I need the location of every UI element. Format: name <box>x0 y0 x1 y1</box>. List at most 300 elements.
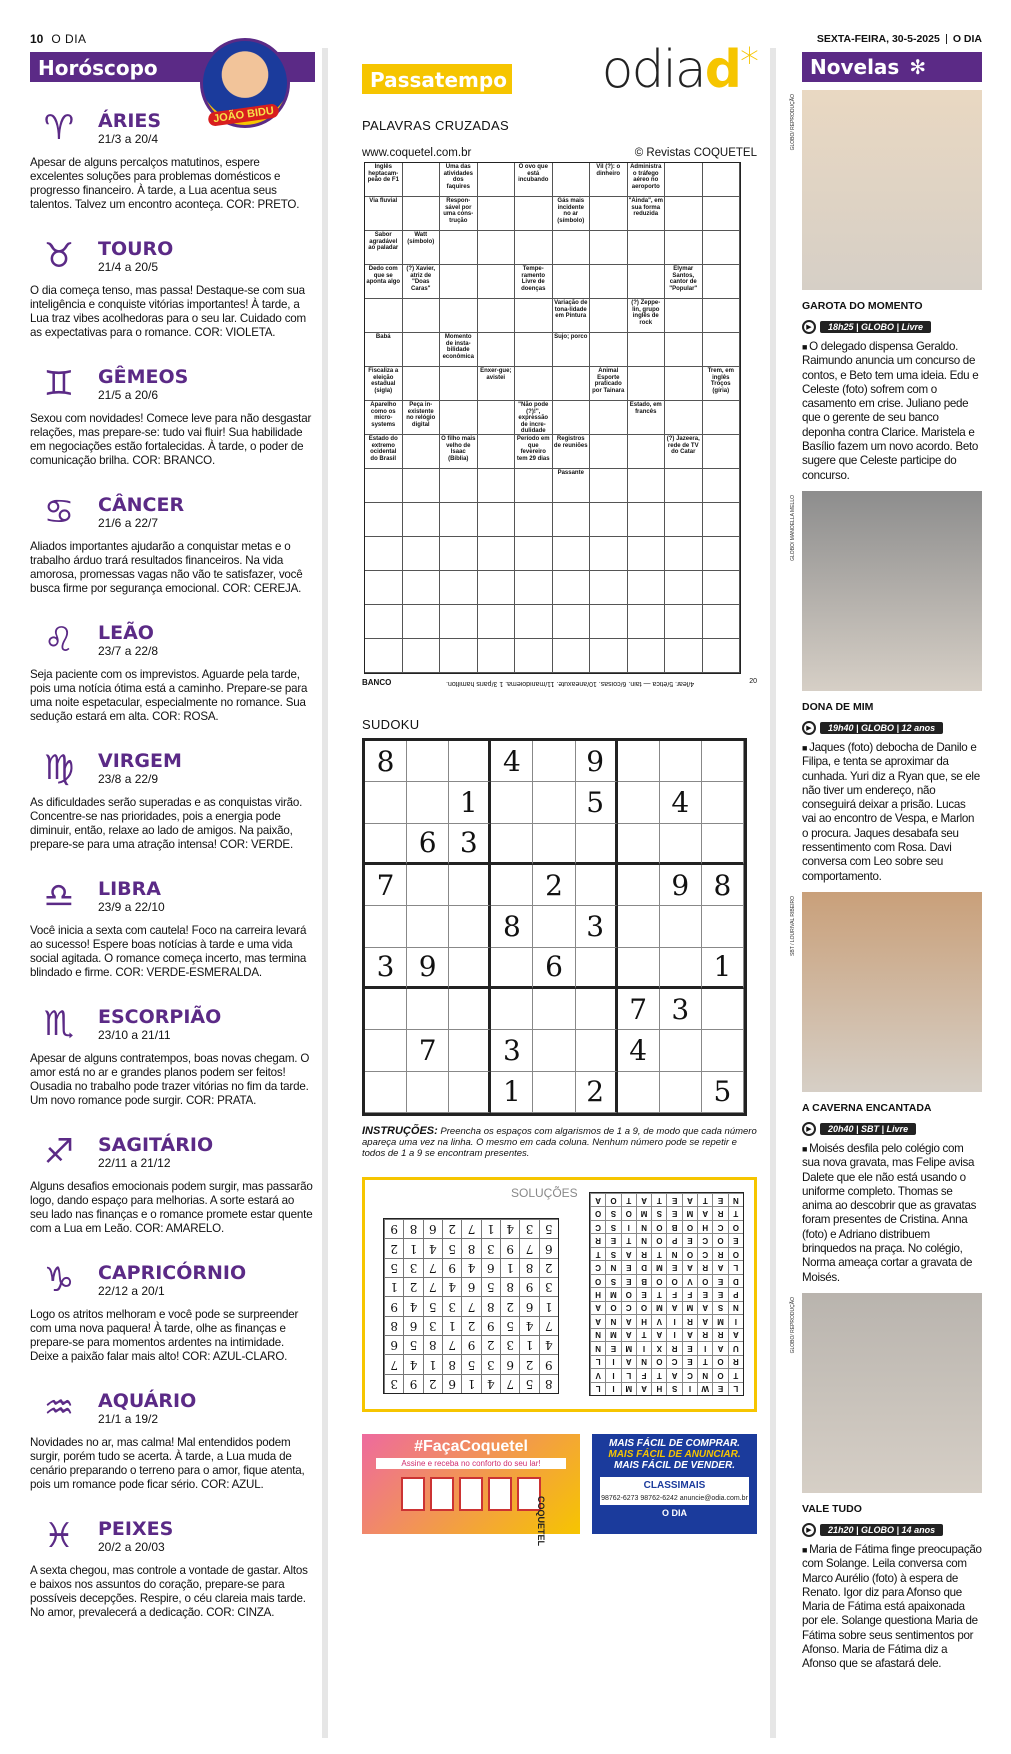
sign-entry <box>30 614 315 724</box>
sudoku-given-cell: 5 <box>576 782 618 823</box>
crossword-cell[interactable] <box>478 299 516 333</box>
solution-letter: O <box>651 1233 666 1246</box>
solution-cell: 4 <box>519 1316 538 1335</box>
sudoku-empty-cell[interactable] <box>576 989 618 1030</box>
coquetel-ad[interactable] <box>362 1434 580 1547</box>
crossword-cell[interactable] <box>703 333 741 367</box>
sudoku-given-cell: 2 <box>533 865 575 906</box>
crossword-cell[interactable] <box>665 401 703 435</box>
crossword-cell[interactable] <box>628 605 666 639</box>
crossword-clue: Respon-sável por uma cons-trução <box>440 197 478 231</box>
crossword-cell[interactable] <box>440 503 478 537</box>
crossword-cell[interactable] <box>478 265 516 299</box>
crossword-cell[interactable] <box>365 639 403 673</box>
solution-cell: 6 <box>442 1374 461 1393</box>
crossword-cell[interactable] <box>553 231 591 265</box>
sudoku-empty-cell[interactable] <box>702 741 744 782</box>
crossword-cell[interactable] <box>590 435 628 469</box>
crossword-cell[interactable] <box>628 571 666 605</box>
crossword-cell[interactable] <box>440 605 478 639</box>
photo-credit: GLOBO/ REPRODUÇÃO <box>790 1296 796 1354</box>
solution-letter: S <box>712 1301 727 1314</box>
crossword-cell[interactable] <box>703 469 741 503</box>
crossword-cell[interactable] <box>440 639 478 673</box>
crossword-clue: Animal Esporte praticado por Tainara <box>590 367 628 401</box>
sudoku-empty-cell[interactable] <box>660 948 702 989</box>
crossword-cell[interactable] <box>365 537 403 571</box>
sudoku-given-cell: 1 <box>491 1072 533 1113</box>
sudoku-empty-cell[interactable] <box>407 741 449 782</box>
crossword-cell[interactable] <box>553 163 591 197</box>
sudoku-empty-cell[interactable] <box>660 741 702 782</box>
crossword-cell[interactable] <box>628 333 666 367</box>
solution-cell: 8 <box>500 1277 519 1296</box>
crossword-clue: O filho mais velho de Isaac (Bíblia) <box>440 435 478 469</box>
sudoku-empty-cell[interactable] <box>491 782 533 823</box>
crossword-cell[interactable] <box>440 299 478 333</box>
crossword-cell[interactable] <box>628 537 666 571</box>
solution-letter: N <box>636 1355 651 1368</box>
astrologer-name-tag: JOÃO BIDU <box>207 103 279 127</box>
sudoku-empty-cell[interactable] <box>533 782 575 823</box>
crossword-cell[interactable] <box>703 299 741 333</box>
crossword-grid[interactable] <box>364 162 741 674</box>
sudoku-given-cell: 7 <box>365 865 407 906</box>
crossword-cell[interactable] <box>703 571 741 605</box>
solution-letter: A <box>621 1314 636 1327</box>
sudoku-empty-cell[interactable] <box>365 989 407 1030</box>
crossword-cell[interactable] <box>515 639 553 673</box>
classimais-line-2: MAIS FÁCIL DE ANUNCIAR. <box>608 1449 741 1460</box>
crossword-cell[interactable] <box>403 571 441 605</box>
sudoku-empty-cell[interactable] <box>618 948 660 989</box>
solution-cell: 6 <box>519 1296 538 1315</box>
crossword-cell[interactable] <box>590 605 628 639</box>
solution-letter: W <box>697 1382 712 1395</box>
sign-header <box>30 1382 315 1434</box>
solution-cell: 3 <box>539 1277 558 1296</box>
solution-letter: O <box>651 1220 666 1233</box>
sudoku-empty-cell[interactable] <box>449 989 491 1030</box>
column-divider <box>770 48 776 1738</box>
crossword-clue: Via fluvial <box>365 197 403 231</box>
sudoku-empty-cell[interactable] <box>576 865 618 906</box>
sudoku-empty-cell[interactable] <box>491 989 533 1030</box>
page-date: SEXTA-FEIRA, 30-5-2025 <box>816 33 940 45</box>
crossword-cell[interactable] <box>590 571 628 605</box>
sign-dates: 22/11 a 21/12 <box>98 1156 171 1170</box>
sudoku-empty-cell[interactable] <box>449 906 491 947</box>
crossword-cell[interactable] <box>553 605 591 639</box>
solution-letter: T <box>697 1355 712 1368</box>
classimais-ad[interactable] <box>592 1434 757 1534</box>
crossword-cell[interactable] <box>703 265 741 299</box>
solution-cell: 1 <box>423 1354 442 1373</box>
crossword-cell[interactable] <box>665 163 703 197</box>
solution-letter: O <box>605 1301 620 1314</box>
sign-header <box>30 358 315 410</box>
sign-prediction: A sexta chegou, mas controle a vontade de gastar. Altos e baixos nos assuntos do coração, prepare-se para possíveis decepções. Respire, o céu clareia mais tarde. No amor, prevalecerá a dedicação. COR: CINZA. <box>30 1564 308 1619</box>
crossword-cell[interactable] <box>665 299 703 333</box>
crossword-cell[interactable] <box>478 197 516 231</box>
crossword-cell[interactable] <box>365 469 403 503</box>
crossword-cell[interactable] <box>478 537 516 571</box>
crossword-cell[interactable] <box>665 333 703 367</box>
crossword-cell[interactable] <box>703 163 741 197</box>
solution-letter: N <box>697 1368 712 1381</box>
solution-cell: 2 <box>403 1277 422 1296</box>
sudoku-given-cell: 7 <box>407 1030 449 1071</box>
sudoku-empty-cell[interactable] <box>702 824 744 865</box>
crossword-cell[interactable] <box>703 401 741 435</box>
sudoku-empty-cell[interactable] <box>449 741 491 782</box>
solution-cell: 2 <box>423 1374 442 1393</box>
crossword-cell[interactable] <box>590 401 628 435</box>
solution-letter: N <box>636 1220 651 1233</box>
crossword-cell[interactable] <box>590 469 628 503</box>
solution-cell: 8 <box>423 1335 442 1354</box>
crossword-cell[interactable] <box>515 537 553 571</box>
sudoku-empty-cell[interactable] <box>576 1030 618 1071</box>
sudoku-empty-cell[interactable] <box>365 782 407 823</box>
classimais-brand: CLASSIMAIS <box>600 1477 749 1494</box>
crossword-clue: Fiscaliza a eleição estadual (sigla) <box>365 367 403 401</box>
crossword-cell[interactable] <box>590 265 628 299</box>
solution-letter: A <box>590 1314 605 1327</box>
crossword-copyright: © Revistas COQUETEL <box>634 147 757 159</box>
sudoku-given-cell: 3 <box>491 1030 533 1071</box>
crossword-clue: Passante <box>553 469 591 503</box>
sudoku-empty-cell[interactable] <box>702 1030 744 1071</box>
sudoku-empty-cell[interactable] <box>407 906 449 947</box>
sudoku-empty-cell[interactable] <box>618 865 660 906</box>
crossword-cell[interactable] <box>440 571 478 605</box>
classimais-phones: 98762-6273 98762-6242 anuncie@odia.com.br <box>600 1494 749 1505</box>
crossword-cell[interactable] <box>553 265 591 299</box>
sudoku-empty-cell[interactable] <box>449 1030 491 1071</box>
capricorn-icon: ♑ <box>43 1260 75 1300</box>
sign-dates: 23/7 a 22/8 <box>98 644 159 658</box>
crossword-cell[interactable] <box>440 231 478 265</box>
crossword-cell[interactable] <box>665 503 703 537</box>
sudoku-empty-cell[interactable] <box>491 948 533 989</box>
sudoku-empty-cell[interactable] <box>533 989 575 1030</box>
sign-name: AQUÁRIO <box>98 1390 197 1412</box>
solution-cell: 5 <box>384 1258 403 1277</box>
crossword-cell[interactable] <box>590 503 628 537</box>
crossword-cell[interactable] <box>440 401 478 435</box>
crossword-cell[interactable] <box>628 265 666 299</box>
solution-letter: H <box>636 1314 651 1327</box>
solution-cell: 5 <box>500 1316 519 1335</box>
crossword-cell[interactable] <box>665 231 703 265</box>
solution-letter: A <box>636 1382 651 1395</box>
sudoku-empty-cell[interactable] <box>533 741 575 782</box>
crossword-cell[interactable] <box>628 503 666 537</box>
crossword-cell[interactable] <box>403 333 441 367</box>
crossword-cell[interactable] <box>403 503 441 537</box>
solution-cell: 6 <box>539 1238 558 1257</box>
crossword-cell[interactable] <box>553 537 591 571</box>
crossword-clue: Uma das atividades dos faquires <box>440 163 478 197</box>
sudoku-empty-cell[interactable] <box>449 865 491 906</box>
sudoku-empty-cell[interactable] <box>365 824 407 865</box>
solution-letter: R <box>667 1341 682 1354</box>
solution-cell: 5 <box>481 1277 500 1296</box>
sudoku-empty-cell[interactable] <box>618 741 660 782</box>
crossword-cell[interactable] <box>628 231 666 265</box>
crossword-cell[interactable] <box>478 605 516 639</box>
solution-cell: 6 <box>423 1219 442 1238</box>
solution-letter: R <box>712 1328 727 1341</box>
solution-letter: M <box>651 1301 666 1314</box>
crossword-cell[interactable] <box>440 367 478 401</box>
sudoku-empty-cell[interactable] <box>618 906 660 947</box>
sudoku-empty-cell[interactable] <box>702 906 744 947</box>
crossword-cell[interactable] <box>478 503 516 537</box>
solution-cell: 7 <box>500 1374 519 1393</box>
solution-letter: I <box>682 1382 697 1395</box>
sudoku-empty-cell[interactable] <box>407 1072 449 1113</box>
solution-cell: 1 <box>500 1258 519 1277</box>
sudoku-empty-cell[interactable] <box>533 1072 575 1113</box>
sudoku-empty-cell[interactable] <box>660 1072 702 1113</box>
solution-letter: P <box>728 1287 743 1300</box>
crossword-cell[interactable] <box>403 605 441 639</box>
crossword-cell[interactable] <box>515 333 553 367</box>
solution-letter: N <box>728 1301 743 1314</box>
crossword-cell[interactable] <box>515 571 553 605</box>
crossword-cell[interactable] <box>515 197 553 231</box>
crossword-cell[interactable] <box>478 163 516 197</box>
crossword-clue: Administra o tráfego aéreo no aeroporto <box>628 163 666 197</box>
sudoku-empty-cell[interactable] <box>407 989 449 1030</box>
crossword-cell[interactable] <box>703 435 741 469</box>
crossword-cell[interactable] <box>440 469 478 503</box>
crossword-cell[interactable] <box>365 571 403 605</box>
passatempo-header <box>362 30 757 100</box>
crossword-cell[interactable] <box>440 537 478 571</box>
crossword-cell[interactable] <box>478 401 516 435</box>
solution-letter: M <box>712 1314 727 1327</box>
sudoku-empty-cell[interactable] <box>407 782 449 823</box>
crossword-cell[interactable] <box>703 639 741 673</box>
crossword-clue: Gás mais incidente no ar (símbolo) <box>553 197 591 231</box>
sudoku-empty-cell[interactable] <box>365 1030 407 1071</box>
crossword-cell[interactable] <box>515 367 553 401</box>
crossword-cell[interactable] <box>478 333 516 367</box>
page-number: 10 <box>30 32 44 46</box>
solution-cell: 7 <box>423 1258 442 1277</box>
sudoku-empty-cell[interactable] <box>618 824 660 865</box>
sign-header <box>30 1510 315 1562</box>
sudoku-empty-cell[interactable] <box>491 865 533 906</box>
novela-photo <box>790 90 982 290</box>
solution-letter: O <box>651 1274 666 1287</box>
sudoku-empty-cell[interactable] <box>660 1030 702 1071</box>
sudoku-empty-cell[interactable] <box>702 989 744 1030</box>
sudoku-empty-cell[interactable] <box>449 948 491 989</box>
solution-letter: C <box>712 1220 727 1233</box>
solution-letter: L <box>728 1382 743 1395</box>
solution-letter: S <box>605 1274 620 1287</box>
crossword-cell[interactable] <box>403 299 441 333</box>
sudoku-empty-cell[interactable] <box>365 1072 407 1113</box>
sudoku-empty-cell[interactable] <box>407 865 449 906</box>
ads-row <box>362 1434 757 1547</box>
novelas-title: Novelas <box>810 55 900 79</box>
solution-cell: 8 <box>519 1258 538 1277</box>
crossword-cell[interactable] <box>703 537 741 571</box>
solution-letter: I <box>605 1355 620 1368</box>
solution-letter: A <box>682 1328 697 1341</box>
crossword-cell[interactable] <box>478 231 516 265</box>
solution-letter: L <box>590 1355 605 1368</box>
solution-letter: E <box>667 1260 682 1273</box>
crossword-cell[interactable] <box>628 367 666 401</box>
crossword-cell[interactable] <box>403 537 441 571</box>
sign-prediction: As dificuldades serão superadas e as conquistas virão. Concentre-se nas prioridades, pois a energia pode diminuir, então, relaxe ao lado de amigos. Na paixão, prepare-se para uma atração intensa! COR: VERDE. <box>30 796 303 851</box>
solution-letter: E <box>712 1382 727 1395</box>
crossword-clue: "Ainda", em sua forma reduzida <box>628 197 666 231</box>
crossword-cell[interactable] <box>628 639 666 673</box>
novela-photo <box>790 491 982 691</box>
sudoku-given-cell: 6 <box>407 824 449 865</box>
crossword-cell[interactable] <box>403 163 441 197</box>
crossword-cell[interactable] <box>665 537 703 571</box>
sudoku-given-cell: 8 <box>365 741 407 782</box>
sudoku-empty-cell[interactable] <box>533 824 575 865</box>
solution-letter: M <box>651 1260 666 1273</box>
crossword-cell[interactable] <box>590 537 628 571</box>
crossword-cell[interactable] <box>703 231 741 265</box>
crossword-cell[interactable] <box>478 469 516 503</box>
novela-summary: ■ Moisés desfila pelo colégio com sua nova gravata, mas Felipe avisa Dalete que ele não está usando o uniforme completo. Thomas se anima ao descobrir que as gravatas foram presentes de Cristina. Anna (foto) e Adriano distribuem brinquedos na praça. No colégio, Norma ameaça cortar a gravata de Moisés. <box>802 1142 982 1285</box>
crossword-cell[interactable] <box>515 231 553 265</box>
column-divider <box>322 48 328 1738</box>
crossword-cell[interactable] <box>665 469 703 503</box>
crossword-cell[interactable] <box>665 571 703 605</box>
crossword-cell[interactable] <box>515 605 553 639</box>
solution-letter: S <box>651 1206 666 1219</box>
solution-cell: 8 <box>442 1354 461 1373</box>
solution-cell: 5 <box>403 1335 422 1354</box>
crossword-cell[interactable] <box>628 435 666 469</box>
solution-letter: I <box>605 1368 620 1381</box>
sudoku-empty-cell[interactable] <box>365 906 407 947</box>
sudoku-given-cell: 1 <box>702 948 744 989</box>
crossword-cell[interactable] <box>403 435 441 469</box>
sign-header <box>30 870 315 922</box>
crossword-cell[interactable] <box>365 605 403 639</box>
sudoku-empty-cell[interactable] <box>533 906 575 947</box>
crossword-cell[interactable] <box>478 571 516 605</box>
crossword-cell[interactable] <box>553 503 591 537</box>
crossword-cell[interactable] <box>515 469 553 503</box>
crossword-cell[interactable] <box>703 503 741 537</box>
taurus-icon: ♉ <box>43 236 75 276</box>
solution-cell: 1 <box>461 1374 480 1393</box>
crossword-cell[interactable] <box>590 299 628 333</box>
crossword-cell[interactable] <box>403 639 441 673</box>
solution-letter: C <box>697 1247 712 1260</box>
crossword-cell[interactable] <box>703 605 741 639</box>
crossword-cell[interactable] <box>478 435 516 469</box>
solution-letter: N <box>728 1193 743 1206</box>
sign-dates: 21/5 a 20/6 <box>98 388 159 402</box>
sudoku-empty-cell[interactable] <box>576 824 618 865</box>
solution-cell: 3 <box>403 1258 422 1277</box>
solution-letter: R <box>697 1260 712 1273</box>
sudoku-empty-cell[interactable] <box>702 782 744 823</box>
sign-dates: 23/8 a 22/9 <box>98 772 159 786</box>
crossword-cell[interactable] <box>478 639 516 673</box>
crossword-cell[interactable] <box>440 265 478 299</box>
schedule-badge: 18h25 | GLOBO | Livre <box>820 321 931 333</box>
crossword-cell[interactable] <box>553 401 591 435</box>
crossword-cell[interactable] <box>553 639 591 673</box>
sudoku-empty-cell[interactable] <box>576 948 618 989</box>
crossword-cell[interactable] <box>665 639 703 673</box>
sudoku-empty-cell[interactable] <box>491 824 533 865</box>
crossword-cell[interactable] <box>553 367 591 401</box>
classimais-line-3: MAIS FÁCIL DE VENDER. <box>614 1460 735 1471</box>
sudoku-empty-cell[interactable] <box>660 906 702 947</box>
solution-letter: A <box>590 1301 605 1314</box>
sudoku-empty-cell[interactable] <box>449 1072 491 1113</box>
crossword-cell[interactable] <box>590 639 628 673</box>
solution-letter: H <box>590 1287 605 1300</box>
crossword-cell[interactable] <box>403 367 441 401</box>
solution-letter: A <box>621 1355 636 1368</box>
solution-letter: O <box>697 1274 712 1287</box>
page-header-left <box>30 30 315 48</box>
libra-icon: ♎ <box>43 876 75 916</box>
solution-letter: L <box>590 1382 605 1395</box>
sudoku-empty-cell[interactable] <box>618 1072 660 1113</box>
crossword-cell[interactable] <box>590 231 628 265</box>
crossword-cell[interactable] <box>365 503 403 537</box>
crossword-cell[interactable] <box>628 469 666 503</box>
solution-letter: N <box>605 1260 620 1273</box>
crossword-cell[interactable] <box>665 197 703 231</box>
solution-cell: 4 <box>442 1277 461 1296</box>
crossword-cell[interactable] <box>515 503 553 537</box>
solution-letter: O <box>621 1287 636 1300</box>
crossword-cell[interactable] <box>665 605 703 639</box>
play-icon: ▶ <box>802 1523 816 1537</box>
sudoku-empty-cell[interactable] <box>533 1030 575 1071</box>
crossword-cell[interactable] <box>553 571 591 605</box>
crossword-bank <box>362 678 757 687</box>
crossword-cell[interactable] <box>403 197 441 231</box>
crossword-cell[interactable] <box>590 197 628 231</box>
sudoku-empty-cell[interactable] <box>618 782 660 823</box>
solution-cell: 4 <box>481 1374 500 1393</box>
crossword-cell[interactable] <box>365 299 403 333</box>
crossword-cell[interactable] <box>665 367 703 401</box>
sudoku-empty-cell[interactable] <box>660 824 702 865</box>
solution-letter: E <box>605 1233 620 1246</box>
crossword-cell[interactable] <box>590 333 628 367</box>
sudoku-grid[interactable] <box>362 738 747 1116</box>
crossword-cell[interactable] <box>515 299 553 333</box>
solution-letter: F <box>682 1287 697 1300</box>
crossword-cell[interactable] <box>403 469 441 503</box>
novela-schedule <box>802 1122 982 1136</box>
crossword-cell[interactable] <box>703 197 741 231</box>
schedule-badge: 19h40 | GLOBO | 12 anos <box>820 722 943 734</box>
